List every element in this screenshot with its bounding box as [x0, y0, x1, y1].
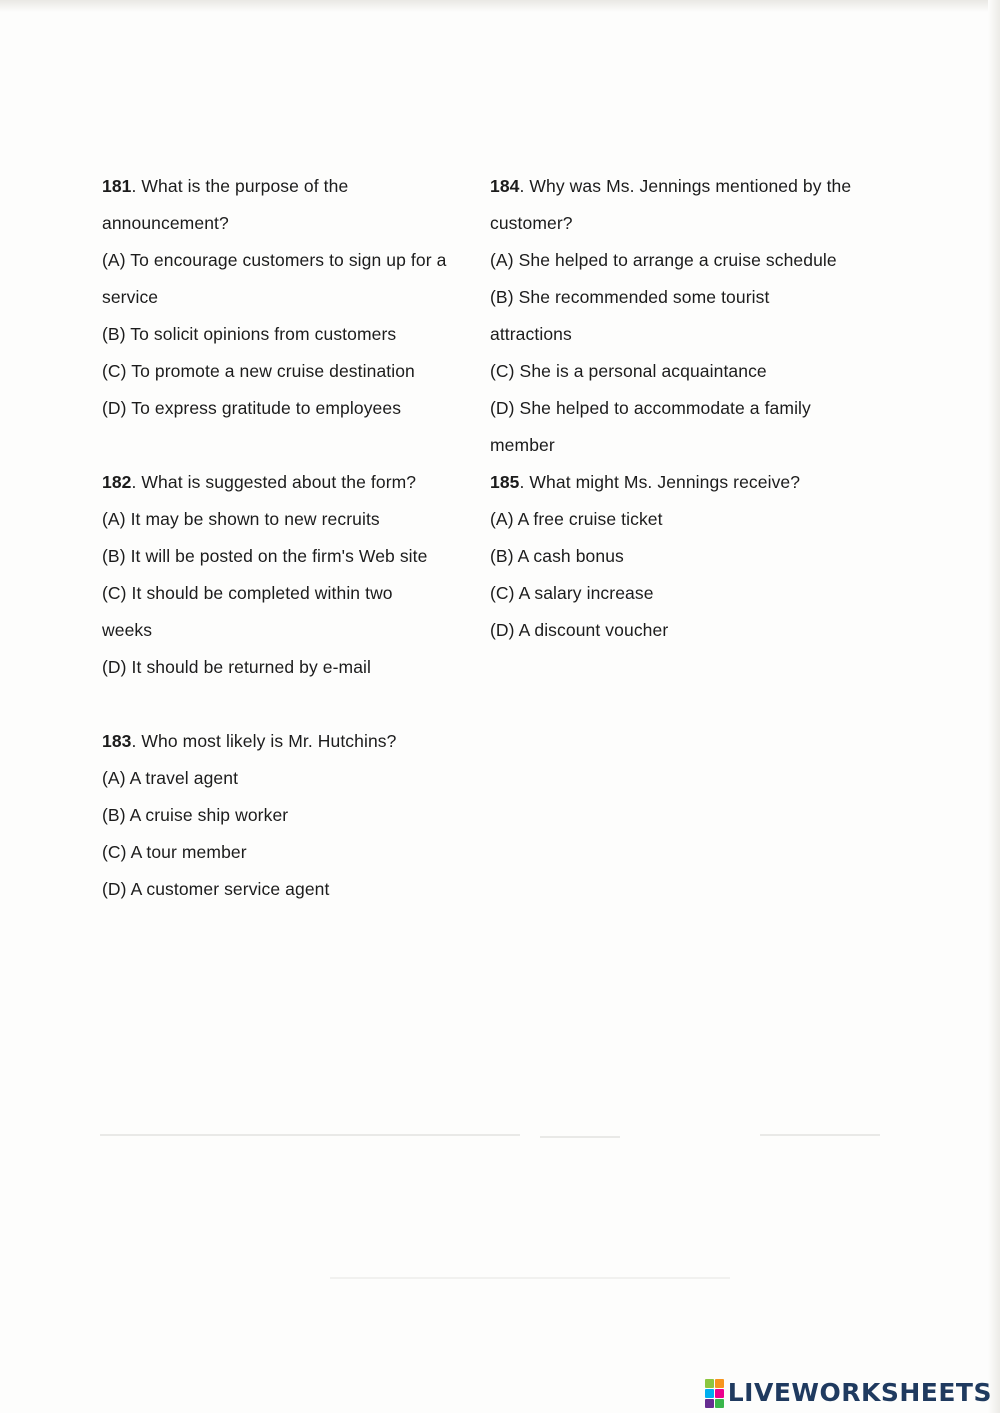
liveworksheets-logo-icon [705, 1379, 724, 1408]
scan-artifact [100, 1134, 520, 1136]
answer-option-a[interactable]: (A) A travel agent [102, 768, 239, 788]
logo-cell [715, 1379, 724, 1388]
scan-artifact [330, 1277, 730, 1279]
right-column [490, 168, 870, 649]
question-stem [102, 723, 472, 760]
answer-option-b[interactable]: (B) It will be posted on the firm's Web site [102, 546, 428, 566]
liveworksheets-wordmark: LIVEWORKSHEETS [727, 1378, 992, 1407]
question-185 [490, 464, 870, 649]
question-181 [102, 168, 472, 427]
answer-option-b-continued: attractions [490, 324, 572, 344]
answer-option-d[interactable]: (D) To express gratitude to employees [102, 398, 402, 418]
answer-option-a[interactable]: (A) It may be shown to new recruits [102, 509, 380, 529]
answer-option-b[interactable]: (B) She recommended some tourist [490, 287, 770, 307]
liveworksheets-watermark [705, 1379, 992, 1407]
question-182 [102, 464, 472, 686]
answer-option-c[interactable]: (C) It should be completed within two [102, 583, 393, 603]
answer-option-b[interactable]: (B) A cash bonus [490, 546, 624, 566]
question-number: 183 [102, 731, 132, 751]
logo-cell [715, 1389, 724, 1398]
scan-edge-top [0, 0, 1000, 12]
logo-cell [705, 1379, 714, 1388]
answer-option-c[interactable]: (C) A tour member [102, 842, 247, 862]
scan-artifact [760, 1134, 880, 1136]
answer-option-d[interactable]: (D) She helped to accommodate a family [490, 398, 811, 418]
question-text-continued: announcement? [102, 213, 229, 233]
question-number: 181 [102, 176, 132, 196]
question-number: 185 [490, 472, 520, 492]
answer-option-b[interactable]: (B) To solicit opinions from customers [102, 324, 397, 344]
answer-option-d-continued: member [490, 435, 555, 455]
left-column [102, 168, 472, 908]
answer-option-c-continued: weeks [102, 620, 153, 640]
answer-option-c[interactable]: (C) A salary increase [490, 583, 654, 603]
question-number: 184 [490, 176, 520, 196]
answer-option-b[interactable]: (B) A cruise ship worker [102, 805, 289, 825]
answer-option-a[interactable]: (A) A free cruise ticket [490, 509, 663, 529]
scan-artifact [540, 1136, 620, 1138]
answer-option-d[interactable]: (D) A discount voucher [490, 620, 669, 640]
question-number: 182 [102, 472, 132, 492]
logo-cell [705, 1389, 714, 1398]
question-text: . What might Ms. Jennings receive? [519, 472, 801, 492]
question-text: . What is the purpose of the [131, 176, 349, 196]
answer-option-c[interactable]: (C) She is a personal acquaintance [490, 361, 767, 381]
answer-option-c[interactable]: (C) To promote a new cruise destination [102, 361, 415, 381]
question-text-continued: customer? [490, 213, 573, 233]
question-text: . Who most likely is Mr. Hutchins? [131, 731, 397, 751]
scan-edge-right [988, 0, 1000, 1413]
question-text: . Why was Ms. Jennings mentioned by the [519, 176, 852, 196]
answer-option-d[interactable]: (D) A customer service agent [102, 879, 330, 899]
question-stem [490, 464, 870, 501]
answer-option-a-continued: service [102, 287, 159, 307]
question-stem [490, 168, 870, 205]
answer-option-d[interactable]: (D) It should be returned by e-mail [102, 657, 372, 677]
question-text: . What is suggested about the form? [131, 472, 417, 492]
logo-cell [705, 1399, 714, 1408]
question-stem [102, 464, 472, 501]
answer-option-a[interactable]: (A) To encourage customers to sign up for a [102, 250, 447, 270]
question-183 [102, 723, 472, 908]
answer-option-a[interactable]: (A) She helped to arrange a cruise schedule [490, 250, 837, 270]
question-stem [102, 168, 472, 205]
logo-cell [715, 1399, 724, 1408]
question-184 [490, 168, 870, 464]
